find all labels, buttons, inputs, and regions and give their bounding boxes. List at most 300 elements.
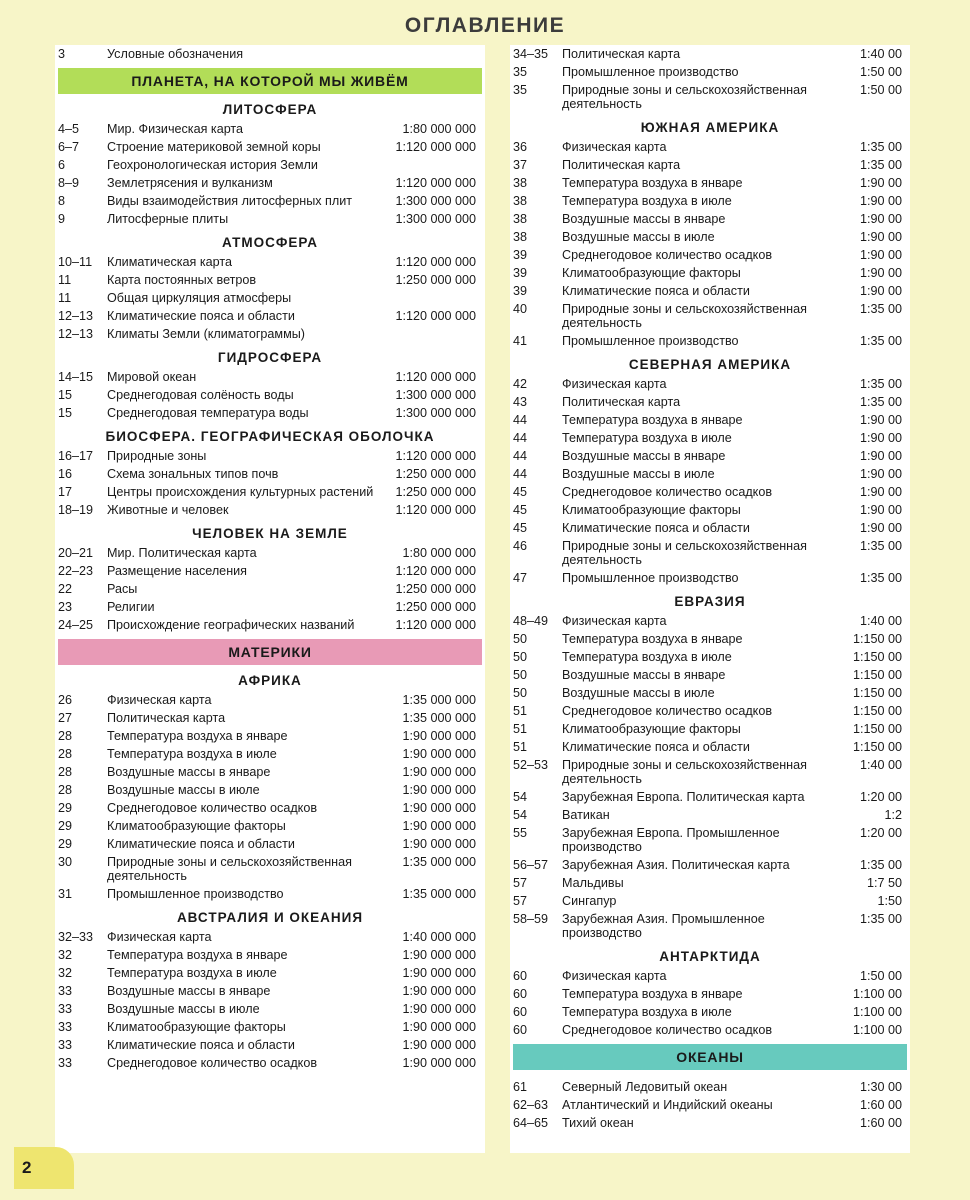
map-scale: 1:120 000 000: [395, 503, 476, 517]
map-title: Физическая карта: [562, 969, 667, 983]
page-ref: 60: [513, 987, 528, 1001]
toc-entry[interactable]: [510, 138, 910, 156]
toc-entry[interactable]: [55, 192, 485, 210]
toc-entry[interactable]: [55, 562, 485, 580]
page-ref: 48–49: [513, 614, 549, 628]
map-title: Температура воздуха в январе: [107, 729, 288, 743]
map-title: Климатообразующие факторы: [107, 1020, 286, 1034]
toc-entry[interactable]: [55, 763, 485, 781]
map-scale: 1:90 00: [859, 248, 902, 262]
map-title: Мировой океан: [107, 370, 197, 384]
toc-entry[interactable]: [510, 1003, 910, 1021]
toc-entry[interactable]: [510, 569, 910, 587]
toc-entry[interactable]: [510, 892, 910, 910]
toc-entry[interactable]: [510, 788, 910, 806]
toc-entry[interactable]: [510, 63, 910, 81]
map-title: Воздушные массы в январе: [107, 765, 271, 779]
page-ref: 41: [513, 334, 528, 348]
map-scale: 1:40 000 000: [402, 930, 476, 944]
toc-entry[interactable]: [510, 1096, 910, 1114]
map-scale: 1:300 000 000: [395, 388, 476, 402]
toc-entry[interactable]: [510, 856, 910, 874]
map-scale: 1:60 00: [859, 1116, 902, 1130]
toc-entry[interactable]: [510, 824, 910, 856]
page-ref: 37: [513, 158, 528, 172]
map-title: Температура воздуха в июле: [107, 747, 277, 761]
toc-entry[interactable]: [510, 666, 910, 684]
toc-entry[interactable]: [55, 799, 485, 817]
map-scale: 1:20 00: [859, 826, 902, 840]
map-title: Мир. Политическая карта: [107, 546, 257, 560]
toc-entry[interactable]: [55, 616, 485, 634]
map-scale: 1:35 00: [859, 334, 902, 348]
page-ref: 24–25: [58, 618, 94, 632]
toc-entry[interactable]: [510, 985, 910, 1003]
toc-entry[interactable]: [55, 386, 485, 404]
map-title: Климатические пояса и области: [107, 309, 295, 323]
map-title: Среднегодовая температура воды: [107, 406, 309, 420]
page-ref: 50: [513, 632, 528, 646]
map-scale: 1:120 000 000: [395, 176, 476, 190]
toc-entry[interactable]: [510, 519, 910, 537]
map-title: Среднегодовое количество осадков: [107, 1056, 318, 1070]
toc-entry[interactable]: [55, 817, 485, 835]
map-scale: 1:120 000 000: [395, 564, 476, 578]
page-ref: 28: [58, 765, 73, 779]
map-scale: 1:35 00: [859, 377, 902, 391]
map-title: Физическая карта: [562, 140, 667, 154]
toc-entry[interactable]: [55, 465, 485, 483]
toc-entry[interactable]: [55, 210, 485, 228]
section-heading: ЕВРАЗИЯ: [674, 594, 746, 609]
map-scale: 1:35 00: [859, 858, 902, 872]
page-ref: 29: [58, 837, 73, 851]
map-title: Природные зоны и сельскохозяйственная деятельность: [107, 855, 352, 883]
page-ref: 44: [513, 431, 528, 445]
toc-entry[interactable]: [55, 1000, 485, 1018]
page-ref: 29: [58, 819, 73, 833]
toc-right-column: [510, 45, 910, 1153]
page-ref: 6: [58, 158, 66, 172]
map-title: Среднегодовое количество осадков: [562, 248, 773, 262]
map-scale: 1:90 000 000: [402, 801, 476, 815]
page-ref: 58–59: [513, 912, 549, 926]
toc-entry[interactable]: [510, 411, 910, 429]
map-scale: 1:90 00: [859, 521, 902, 535]
toc-entry[interactable]: [510, 483, 910, 501]
map-scale: 1:90 000 000: [402, 729, 476, 743]
toc-left-column: [55, 45, 485, 1153]
page-ref: 20–21: [58, 546, 94, 560]
toc-entry[interactable]: [55, 253, 485, 271]
toc-entry[interactable]: [55, 885, 485, 903]
toc-entry[interactable]: [510, 684, 910, 702]
page-ref: 64–65: [513, 1116, 549, 1130]
map-scale: 1:50: [877, 894, 902, 908]
map-scale: 1:35 00: [859, 539, 902, 553]
toc-entry[interactable]: [55, 1054, 485, 1072]
map-title: Физическая карта: [562, 377, 667, 391]
page-ref: 9: [58, 212, 66, 226]
page-ref: 16: [58, 467, 73, 481]
map-title: Температура воздуха в июле: [562, 194, 732, 208]
map-title: Промышленное производство: [562, 65, 739, 79]
toc-entry[interactable]: [55, 835, 485, 853]
map-title: Воздушные массы в январе: [562, 212, 726, 226]
toc-entry[interactable]: [510, 81, 910, 113]
map-scale: 1:90 00: [859, 194, 902, 208]
map-scale: 1:150 00: [852, 668, 902, 682]
page-ref: 17: [58, 485, 73, 499]
map-scale: 1:35 00: [859, 912, 902, 926]
map-scale: 1:80 000 000: [402, 546, 476, 560]
toc-entry[interactable]: [55, 580, 485, 598]
toc-entry[interactable]: [510, 806, 910, 824]
toc-entry[interactable]: [55, 368, 485, 386]
map-title: Природные зоны и сельскохозяйственная деятельность: [562, 302, 807, 330]
page-ref: 12–13: [58, 327, 94, 341]
map-title: Политическая карта: [562, 395, 681, 409]
map-scale: 1:35 000 000: [402, 855, 476, 869]
toc-entry[interactable]: [55, 156, 485, 174]
page-ref: 32: [58, 966, 73, 980]
toc-entry[interactable]: [510, 1021, 910, 1039]
toc-entry[interactable]: [510, 174, 910, 192]
toc-entry[interactable]: [510, 332, 910, 350]
toc-entry[interactable]: [510, 156, 910, 174]
page-ref: 60: [513, 969, 528, 983]
map-title: Зарубежная Азия. Политическая карта: [562, 858, 790, 872]
map-title: Политическая карта: [562, 158, 681, 172]
section-heading: ГИДРОСФЕРА: [217, 350, 323, 365]
page-ref: 42: [513, 377, 528, 391]
page-ref: 60: [513, 1005, 528, 1019]
map-title: Воздушные массы в июле: [107, 1002, 260, 1016]
map-scale: 1:250 000 000: [395, 273, 476, 287]
page-ref: 35: [513, 83, 528, 97]
map-scale: 1:150 00: [852, 686, 902, 700]
toc-entry[interactable]: [55, 928, 485, 946]
section-heading: ЮЖНАЯ АМЕРИКА: [640, 120, 780, 135]
map-title: Климатические пояса и области: [562, 284, 750, 298]
page-ref: 50: [513, 650, 528, 664]
map-title: Воздушные массы в июле: [562, 230, 715, 244]
page-ref: 51: [513, 722, 528, 736]
toc-entry[interactable]: [510, 264, 910, 282]
page-ref: 33: [58, 1002, 73, 1016]
page-ref: 38: [513, 194, 528, 208]
map-scale: 1:35 00: [859, 395, 902, 409]
map-scale: 1:40 00: [859, 47, 902, 61]
toc-entry[interactable]: [55, 138, 485, 156]
toc-entry[interactable]: [510, 210, 910, 228]
map-scale: 1:250 000 000: [395, 485, 476, 499]
toc-entry[interactable]: [55, 964, 485, 982]
page-ref: 28: [58, 783, 73, 797]
page-ref: 18–19: [58, 503, 94, 517]
page-ref: 47: [513, 571, 528, 585]
map-scale: 1:35 00: [859, 302, 902, 316]
page-ref: 54: [513, 790, 528, 804]
map-scale: 1:35 00: [859, 571, 902, 585]
map-scale: 1:90 000 000: [402, 984, 476, 998]
toc-entry[interactable]: [510, 375, 910, 393]
toc-entry[interactable]: [510, 910, 910, 942]
toc-entry[interactable]: [55, 307, 485, 325]
map-scale: 1:120 000 000: [395, 140, 476, 154]
toc-entry[interactable]: [510, 393, 910, 411]
page-ref: 46: [513, 539, 528, 553]
map-scale: 1:150 00: [852, 740, 902, 754]
map-title: Геохронологическая история Земли: [107, 158, 318, 172]
page-ref: 11: [58, 291, 72, 305]
toc-entry[interactable]: [55, 781, 485, 799]
toc-entry[interactable]: [55, 1018, 485, 1036]
map-title: Среднегодовое количество осадков: [562, 704, 773, 718]
map-title: Строение материковой земной коры: [107, 140, 321, 154]
map-title: Температура воздуха в январе: [562, 176, 743, 190]
map-title: Климатические пояса и области: [107, 1038, 295, 1052]
map-scale: 1:120 000 000: [395, 255, 476, 269]
toc-entry[interactable]: [510, 45, 910, 63]
map-title: Климатическая карта: [107, 255, 233, 269]
map-scale: 1:90 000 000: [402, 765, 476, 779]
map-scale: 1:100 00: [852, 1023, 902, 1037]
map-scale: 1:250 000 000: [395, 582, 476, 596]
toc-entry[interactable]: [55, 709, 485, 727]
page-title: ОГЛАВЛЕНИЕ: [404, 14, 566, 37]
map-scale: 1:50 00: [859, 65, 902, 79]
map-title: Воздушные массы в июле: [562, 686, 715, 700]
map-title: Политическая карта: [562, 47, 681, 61]
page-ref: 28: [58, 729, 73, 743]
map-scale: 1:100 00: [852, 1005, 902, 1019]
page-ref: 39: [513, 248, 528, 262]
toc-entry[interactable]: [510, 282, 910, 300]
toc-entry[interactable]: [55, 727, 485, 745]
map-title: Природные зоны и сельскохозяйственная деятельность: [562, 83, 807, 111]
map-title: Мальдивы: [562, 876, 624, 890]
map-title: Воздушные массы в июле: [562, 467, 715, 481]
toc-entry[interactable]: [510, 465, 910, 483]
map-scale: 1:90 000 000: [402, 747, 476, 761]
page-ref: 30: [58, 855, 73, 869]
page-ref: 60: [513, 1023, 528, 1037]
toc-entry[interactable]: [55, 982, 485, 1000]
toc-entry[interactable]: [510, 630, 910, 648]
page-ref: 6–7: [58, 140, 80, 154]
map-title: Северный Ледовитый океан: [562, 1080, 728, 1094]
map-scale: 1:50 00: [859, 969, 902, 983]
map-scale: 1:50 00: [859, 83, 902, 97]
map-scale: 1:150 00: [852, 704, 902, 718]
map-title: Воздушные массы в июле: [107, 783, 260, 797]
page-ref: 23: [58, 600, 73, 614]
toc-entry[interactable]: [510, 447, 910, 465]
toc-entry[interactable]: [55, 1036, 485, 1054]
toc-entry[interactable]: [55, 45, 485, 63]
map-title: Воздушные массы в январе: [107, 984, 271, 998]
toc-entry[interactable]: [510, 648, 910, 666]
map-title: Промышленное производство: [562, 571, 739, 585]
toc-entry[interactable]: [55, 174, 485, 192]
toc-entry[interactable]: [510, 501, 910, 519]
toc-entry[interactable]: [510, 1114, 910, 1132]
page-ref: 35: [513, 65, 528, 79]
page-ref: 44: [513, 467, 528, 481]
toc-entry[interactable]: [55, 120, 485, 138]
page-ref: 26: [58, 693, 73, 707]
map-scale: 1:90 000 000: [402, 966, 476, 980]
map-title: Природные зоны и сельскохозяйственная деятельность: [562, 539, 807, 567]
toc-entry[interactable]: [510, 756, 910, 788]
page-ref: 44: [513, 449, 528, 463]
toc-entry[interactable]: [55, 325, 485, 343]
page-ref: 54: [513, 808, 528, 822]
map-title: Среднегодовая солёность воды: [107, 388, 294, 402]
toc-entry[interactable]: [510, 429, 910, 447]
toc-entry[interactable]: [55, 745, 485, 763]
map-scale: 1:300 000 000: [395, 212, 476, 226]
page-ref: 62–63: [513, 1098, 549, 1112]
toc-entry[interactable]: [55, 598, 485, 616]
map-scale: 1:90 000 000: [402, 1002, 476, 1016]
toc-entry[interactable]: [55, 853, 485, 885]
toc-entry[interactable]: [55, 447, 485, 465]
toc-entry[interactable]: [510, 228, 910, 246]
map-title: Зарубежная Европа. Политическая карта: [562, 790, 805, 804]
toc-entry[interactable]: [55, 544, 485, 562]
map-scale: 1:150 00: [852, 722, 902, 736]
map-title: Природные зоны: [107, 449, 207, 463]
page-ref: 36: [513, 140, 528, 154]
toc-entry[interactable]: [510, 874, 910, 892]
map-scale: 1:7 50: [866, 876, 902, 890]
toc-entry[interactable]: [510, 192, 910, 210]
page-ref: 3: [58, 47, 66, 61]
map-scale: 1:35 00: [859, 140, 902, 154]
map-scale: 1:2: [884, 808, 902, 822]
page-ref: 12–13: [58, 309, 94, 323]
page-ref: 8: [58, 194, 66, 208]
page-ref: 52–53: [513, 758, 549, 772]
map-scale: 1:90 00: [859, 431, 902, 445]
toc-entry[interactable]: [510, 246, 910, 264]
map-scale: 1:80 000 000: [402, 122, 476, 136]
toc-entry[interactable]: [510, 300, 910, 332]
map-title: Климатические пояса и области: [562, 740, 750, 754]
toc-entry[interactable]: [510, 1078, 910, 1096]
page-ref: 40: [513, 302, 528, 316]
page-ref: 39: [513, 266, 528, 280]
map-scale: 1:40 00: [859, 758, 902, 772]
map-title: Центры происхождения культурных растений: [107, 485, 374, 499]
map-scale: 1:90 000 000: [402, 1038, 476, 1052]
page-ref: 22: [58, 582, 73, 596]
map-title: Воздушные массы в январе: [562, 668, 726, 682]
page-ref: 57: [513, 894, 528, 908]
toc-entry[interactable]: [510, 537, 910, 569]
page-ref: 38: [513, 176, 528, 190]
map-scale: 1:120 000 000: [395, 309, 476, 323]
map-scale: 1:40 00: [859, 614, 902, 628]
map-title: Температура воздуха в январе: [562, 632, 743, 646]
map-scale: 1:35 000 000: [402, 711, 476, 725]
page-ref: 4–5: [58, 122, 80, 136]
map-title: Климатообразующие факторы: [562, 266, 741, 280]
map-title: Температура воздуха в июле: [562, 431, 732, 445]
map-scale: 1:35 00: [859, 158, 902, 172]
map-scale: 1:90 000 000: [402, 1020, 476, 1034]
map-scale: 1:90 000 000: [402, 1056, 476, 1070]
page-ref: 34–35: [513, 47, 549, 61]
page-ref: 8–9: [58, 176, 80, 190]
page-ref: 28: [58, 747, 73, 761]
map-scale: 1:60 00: [859, 1098, 902, 1112]
section-heading: АТМОСФЕРА: [222, 235, 318, 250]
map-title: Зарубежная Европа. Промышленное производство: [562, 826, 780, 854]
map-title: Температура воздуха в январе: [562, 987, 743, 1001]
map-title: Промышленное производство: [107, 887, 284, 901]
map-title: Среднегодовое количество осадков: [107, 801, 318, 815]
page-ref: 16–17: [58, 449, 94, 463]
toc-entry[interactable]: [55, 404, 485, 422]
map-title: Температура воздуха в июле: [562, 1005, 732, 1019]
toc-entry[interactable]: [55, 691, 485, 709]
map-title: Температура воздуха в июле: [562, 650, 732, 664]
map-scale: 1:250 000 000: [395, 467, 476, 481]
page-ref: 51: [513, 704, 528, 718]
map-title: Животные и человек: [107, 503, 229, 517]
map-scale: 1:120 000 000: [395, 449, 476, 463]
page-ref: 22–23: [58, 564, 94, 578]
page-ref: 33: [58, 1056, 73, 1070]
toc-entry[interactable]: [55, 483, 485, 501]
map-scale: 1:120 000 000: [395, 370, 476, 384]
map-title: Климатообразующие факторы: [562, 722, 741, 736]
page-ref: 32: [58, 948, 73, 962]
toc-entry[interactable]: [55, 501, 485, 519]
page-ref: 38: [513, 230, 528, 244]
page-ref: 39: [513, 284, 528, 298]
map-title: Происхождение географических названий: [107, 618, 355, 632]
map-title: Размещение населения: [107, 564, 248, 578]
map-title: Тихий океан: [562, 1116, 634, 1130]
map-title: Зарубежная Азия. Промышленное производство: [562, 912, 765, 940]
map-scale: 1:90 00: [859, 212, 902, 226]
toc-entry[interactable]: [510, 967, 910, 985]
page-ref: 45: [513, 521, 528, 535]
page-ref: 33: [58, 1038, 73, 1052]
page-ref: 61: [513, 1080, 528, 1094]
toc-entry[interactable]: [55, 946, 485, 964]
section-heading: БИОСФЕРА. ГЕОГРАФИЧЕСКАЯ ОБОЛОЧКА: [105, 429, 435, 444]
map-scale: 1:90 00: [859, 284, 902, 298]
toc-entry[interactable]: [510, 738, 910, 756]
page-ref: 55: [513, 826, 528, 840]
map-title: Расы: [107, 582, 138, 596]
map-title: Карта постоянных ветров: [107, 273, 257, 287]
toc-entry[interactable]: [510, 612, 910, 630]
page-ref: 56–57: [513, 858, 549, 872]
toc-entry[interactable]: [55, 289, 485, 307]
map-scale: 1:35 000 000: [402, 693, 476, 707]
section-band: ПЛАНЕТА, НА КОТОРОЙ МЫ ЖИВЁМ: [58, 68, 482, 94]
toc-entry[interactable]: [510, 720, 910, 738]
map-title: Землетрясения и вулканизм: [107, 176, 273, 190]
toc-entry[interactable]: [55, 271, 485, 289]
toc-entry[interactable]: [510, 702, 910, 720]
